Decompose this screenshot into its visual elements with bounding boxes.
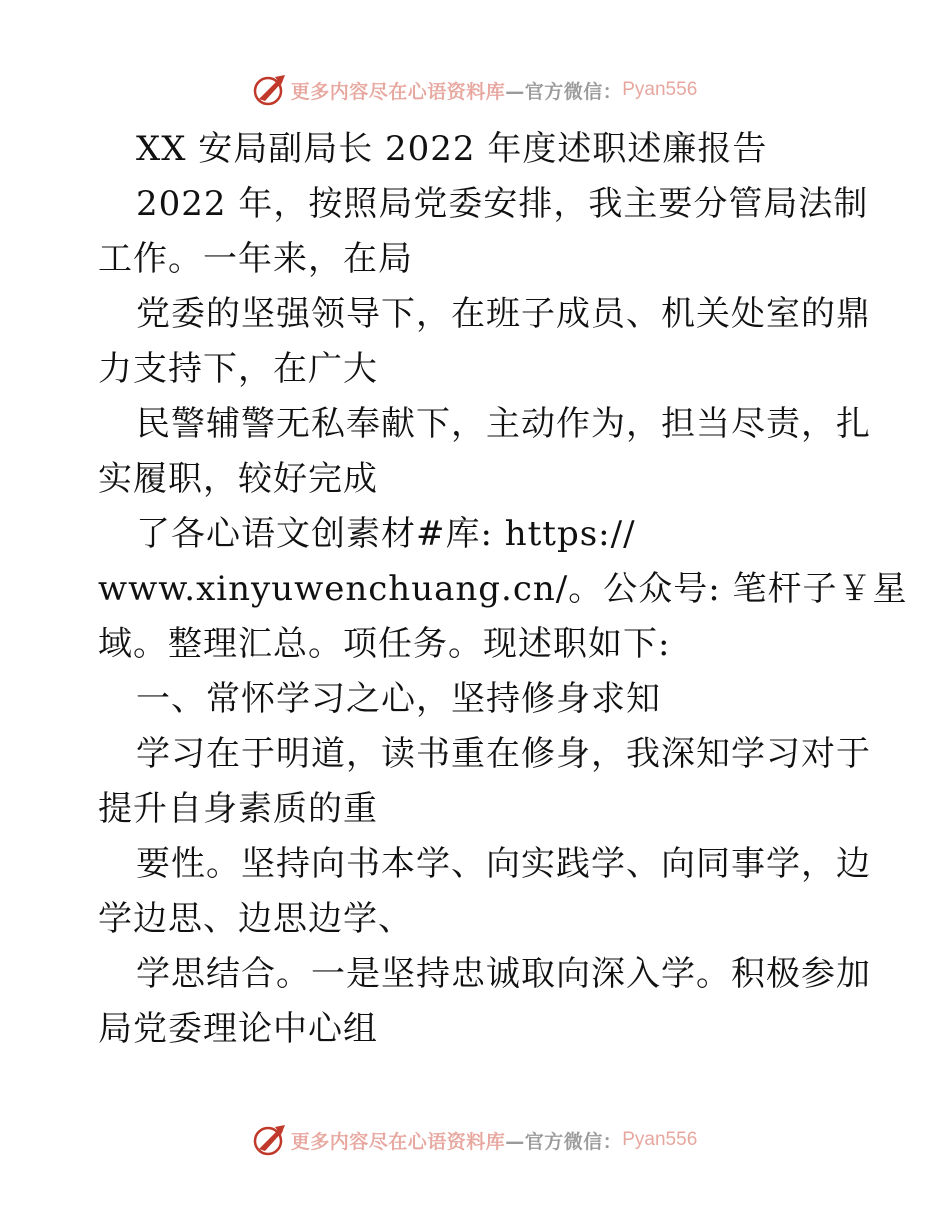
paragraph-line: 党委的坚强领导下，在班子成员、机关处室的鼎 [136, 294, 871, 334]
watermark-slogan: 更多内容尽在心语资料库 [290, 1130, 506, 1153]
paragraph-line: 局党委理论中心组 [98, 1009, 378, 1049]
paragraph-line: www.xinyuwenchuang.cn/。公众号: 笔杆子￥星 [98, 569, 908, 609]
paragraph-line: 要性。坚持向书本学、向实践学、向同事学，边 [136, 844, 871, 884]
watermark-wechat-id: Pyan556 [622, 79, 698, 100]
paragraph-line: 力支持下，在广大 [98, 349, 378, 389]
paragraph-line: 学思结合。一是坚持忠诚取向深入学。积极参加 [136, 954, 871, 994]
footer-watermark [0, 1120, 950, 1160]
document-title: XX 安局副局长 2022 年度述职述廉报告 [136, 129, 768, 169]
watermark-slogan: 更多内容尽在心语资料库 [290, 80, 506, 103]
quill-logo-icon [253, 73, 287, 107]
paragraph-line: 了各心语文创素材#库: https:// [136, 514, 636, 554]
paragraph-line: 学边思、边思边学、 [98, 899, 413, 939]
paragraph-line: 实履职，较好完成 [98, 459, 378, 499]
quill-logo-icon [253, 1123, 287, 1157]
watermark-wechat-id: Pyan556 [622, 1129, 698, 1150]
watermark-label: —官方微信： [505, 1130, 623, 1153]
paragraph-line: 工作。一年来，在局 [98, 239, 413, 279]
document-body [98, 122, 908, 1057]
watermark-label: —官方微信： [505, 80, 623, 103]
section-heading: 一、常怀学习之心，坚持修身求知 [136, 679, 661, 719]
paragraph-line: 域。整理汇总。项任务。现述职如下: [98, 624, 671, 664]
paragraph-line: 2022 年，按照局党委安排，我主要分管局法制 [136, 184, 869, 224]
paragraph-line: 提升自身素质的重 [98, 789, 378, 829]
paragraph-line: 学习在于明道，读书重在修身，我深知学习对于 [136, 734, 871, 774]
header-watermark [0, 70, 950, 110]
paragraph-line: 民警辅警无私奉献下，主动作为，担当尽责，扎 [136, 404, 871, 444]
